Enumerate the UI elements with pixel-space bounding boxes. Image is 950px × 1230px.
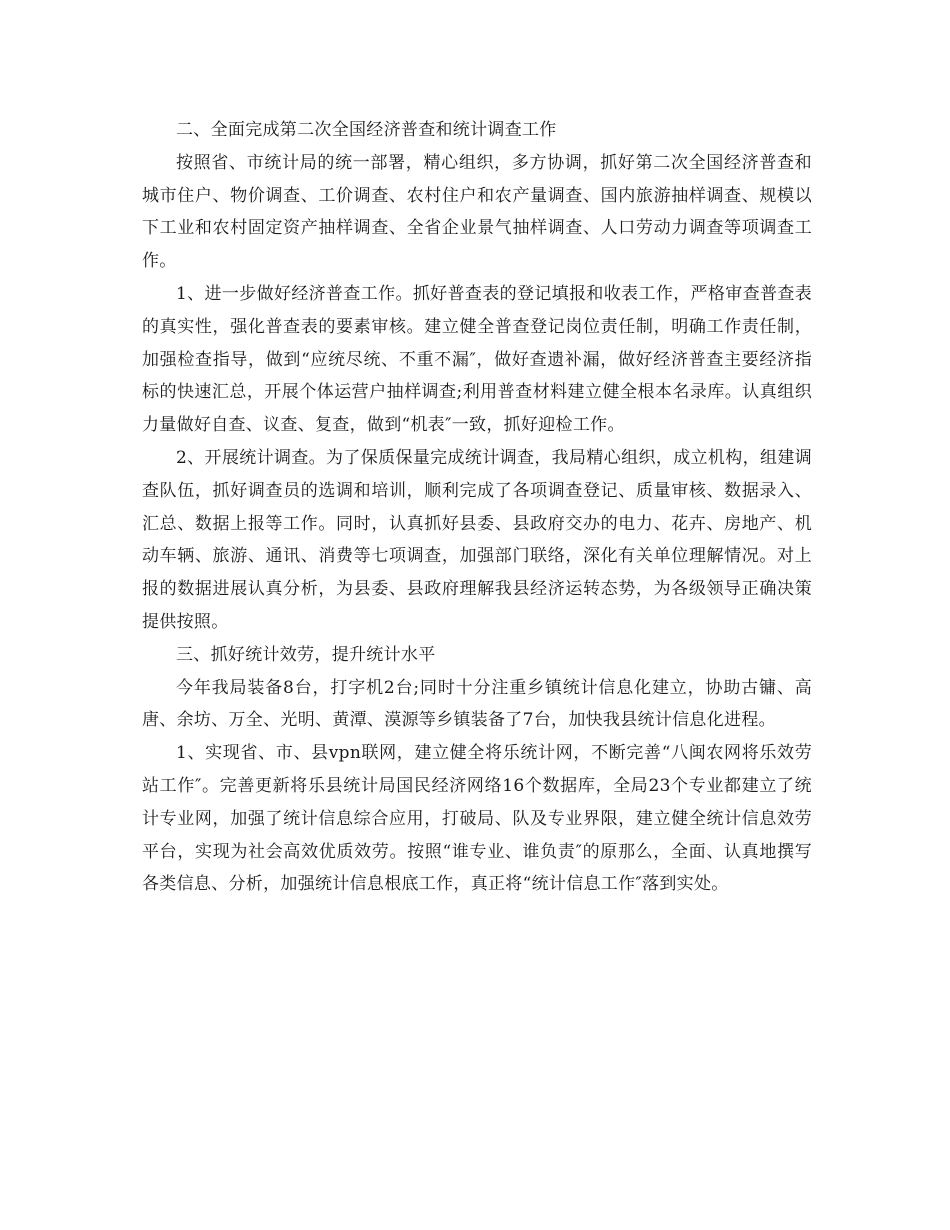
document-body — [142, 114, 812, 901]
section-2-intro-paragraph: 按照省、市统计局的统一部署，精心组织，多方协调，抓好第二次全国经济普查和城市住户、物价调查、工价调查、农村住户和农产量调查、国内旅游抽样调查、规模以下工业和农村固定资产抽样调查、全省企业景气抽样调查、人口劳动力调查等项调查工作。 — [142, 152, 812, 272]
section-3-item-1-paragraph: 1、实现省、市、县vpn联网，建立健全将乐统计网，不断完善“八闽农网将乐效劳站工作″。完善更新将乐县统计局国民经济网络16个数据库，全局23个专业都建立了统计专业网，加强了统计信息综合应用，打破局、队及专业界限，建立健全统计信息效劳平台，实现为社会高效优质效劳。按照“谁专业、谁负责″的原那么，全面、认真地撰写各类信息、分析，加强统计信息根底工作，真正将“统计信息工作″落到实处。 — [142, 743, 812, 895]
section-2-heading: 二、全面完成第二次全国经济普查和统计调查工作 — [176, 120, 557, 140]
section-2-item-1-paragraph: 1、进一步做好经济普查工作。抓好普查表的登记填报和收表工作，严格审查普查表的真实性，强化普查表的要素审核。建立健全普查登记岗位责任制，明确工作责任制，加强检查指导，做到“应统尽统、不重不漏″，做好查遗补漏，做好经济普查主要经济指标的快速汇总，开展个体运营户抽样调查;利用普查材料建立健全根本名录库。认真组织力量做好自查、议查、复查，做到“机表″一致，抓好迎检工作。 — [142, 283, 812, 436]
section-3-intro-paragraph: 今年我局装备8台，打字机2台;同时十分注重乡镇统计信息化建立，协助古镛、高唐、余坊、万全、光明、黄潭、漠源等乡镇装备了7台，加快我县统计信息化进程。 — [142, 677, 812, 731]
section-3-heading: 三、抓好统计效劳，提升统计水平 — [176, 644, 436, 665]
section-2-item-2-paragraph: 2、开展统计调查。为了保质保量完成统计调查，我局精心组织，成立机构，组建调查队伍，抓好调查员的选调和培训，顺利完成了各项调查登记、质量审核、数据录入、汇总、数据上报等工作。同时，认真抓好县委、县政府交办的电力、花卉、房地产、机动车辆、旅游、通讯、消费等七项调查，加强部门联络，深化有关单位理解情况。对上报的数据进展认真分析，为县委、县政府理解我县经济运转态势，为各级领导正确决策提供按照。 — [142, 447, 812, 632]
